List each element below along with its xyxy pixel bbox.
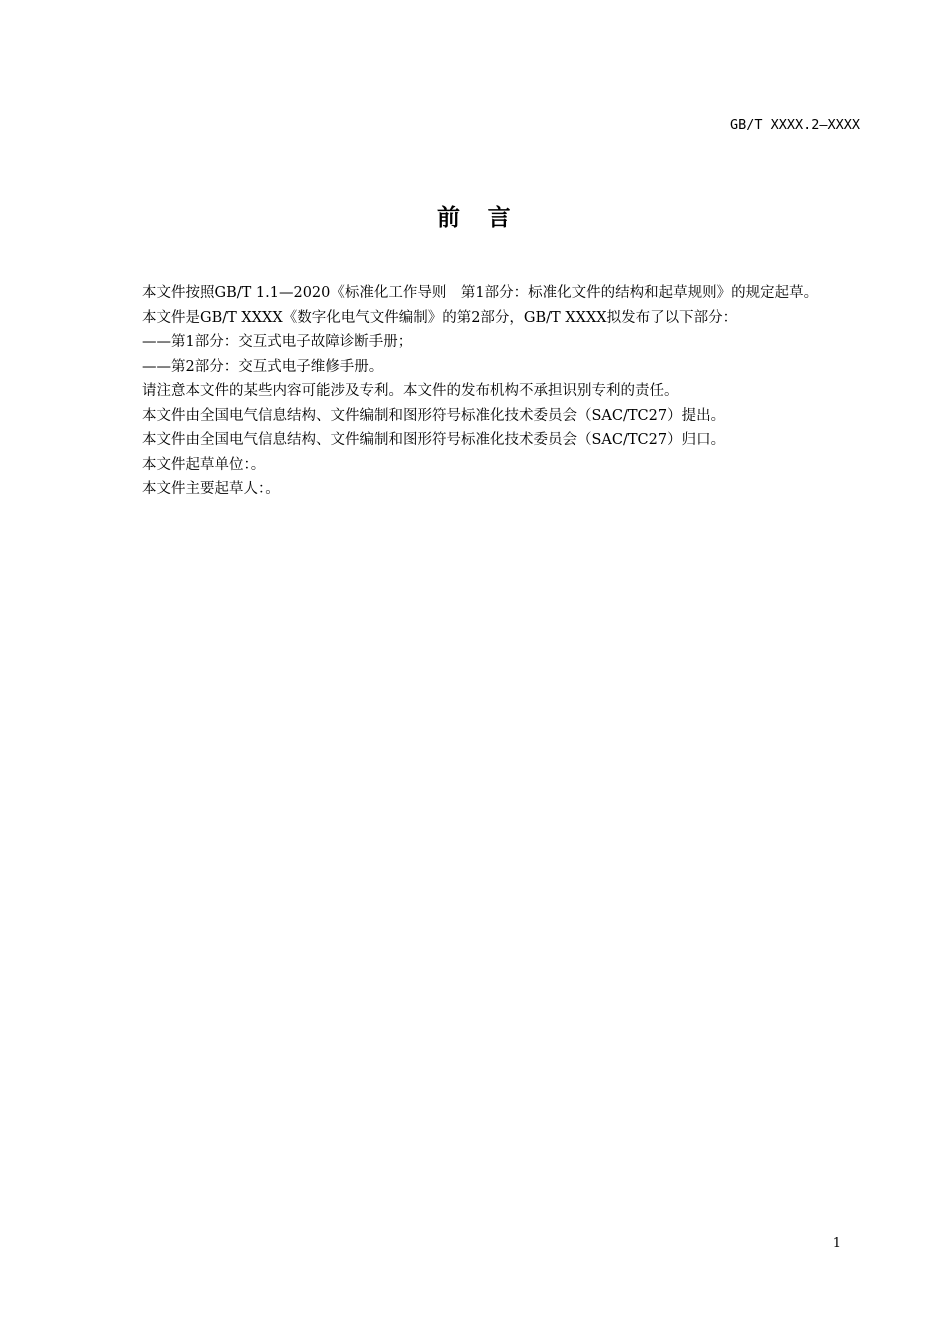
paragraph-drafting-organizations: 本文件起草单位：。 [142, 456, 266, 473]
page-title: 前 言 [437, 205, 513, 231]
standard-code: GB/T XXXX.2—XXXX [729, 117, 860, 133]
paragraph-parts-intro: 本文件是GB/T XXXX《数字化电气文件编制》的第2部分，GB/T XXXX拟发布了以下部分： [142, 309, 738, 326]
paragraph-main-drafters: 本文件主要起草人：。 [142, 481, 280, 497]
paragraph-under-jurisdiction: 本文件由全国电气信息结构、文件编制和图形符号标准化技术委员会（SAC/TC27）归口。 [142, 432, 726, 448]
paragraph-drafting-rules: 本文件按照GB/T 1.1—2020《标准化工作导则 第1部分：标准化文件的结构和起草规则》的规定起草。 [142, 285, 819, 301]
page-number: 1 [832, 1236, 841, 1251]
paragraph-proposed-by: 本文件由全国电气信息结构、文件编制和图形符号标准化技术委员会（SAC/TC27）提出。 [142, 407, 726, 424]
document-body [113, 281, 861, 502]
list-item-part-1: ——第1部分：交互式电子故障诊断手册； [142, 334, 413, 350]
list-item-part-2: ——第2部分：交互式电子维修手册。 [142, 358, 384, 375]
paragraph-patent-notice: 请注意本文件的某些内容可能涉及专利。本文件的发布机构不承担识别专利的责任。 [142, 383, 679, 399]
